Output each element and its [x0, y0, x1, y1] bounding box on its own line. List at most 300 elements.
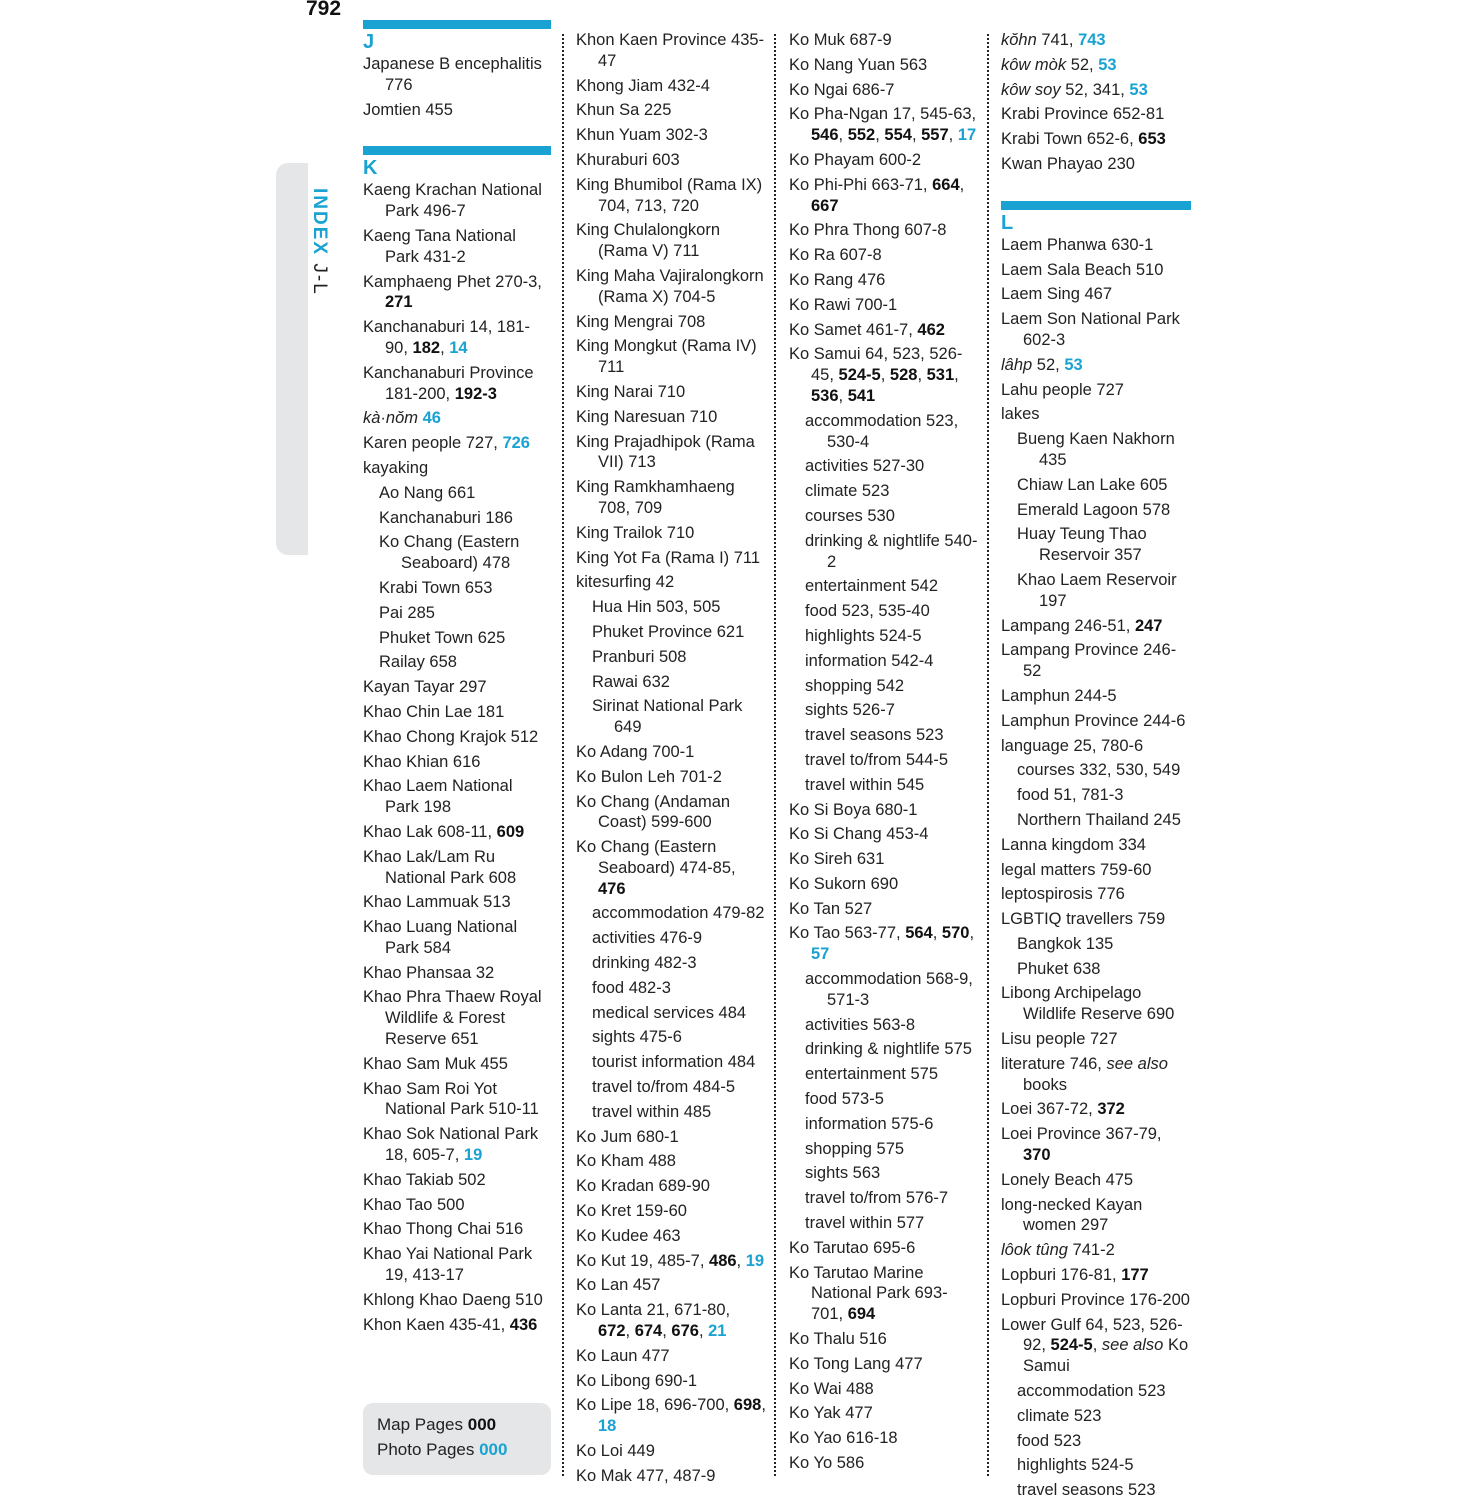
index-entry [363, 408, 551, 429]
entry-text: Ko Adang 700-1 [576, 742, 695, 761]
entry-text: Khao Lak/Lam Ru National Park 608 [363, 847, 517, 887]
index-entry [576, 432, 766, 474]
entry-text: , [959, 175, 965, 194]
entry-text: Karen people 727, [363, 434, 503, 453]
entry-text: King Yot Fa (Rama I) 711 [576, 548, 761, 567]
entry-text: Ko Laun 477 [576, 1346, 670, 1365]
entry-text: literature 746, [1001, 1054, 1107, 1073]
index-entry [789, 1428, 979, 1449]
index-entry [363, 702, 551, 723]
entry-text: King Prajadhipok (Rama VII) 713 [576, 432, 755, 472]
entry-text: Bueng Kaen Nakhorn 435 [1017, 430, 1175, 469]
column-divider [774, 34, 776, 1476]
entry-text: Japanese B encephalitis 776 [363, 55, 542, 94]
index-entry [576, 1300, 766, 1342]
entry-text: , [969, 924, 975, 943]
map-page-ref: 370 [1023, 1146, 1051, 1165]
entry-text: information 542-4 [805, 651, 934, 670]
entry-text: Ko Si Chang 453-4 [789, 825, 929, 844]
entry-text: Lisu people 727 [1001, 1030, 1118, 1049]
index-subentry [789, 411, 979, 453]
map-page-ref: 476 [598, 879, 626, 898]
entry-text: leptospirosis 776 [1001, 885, 1125, 904]
index-subentry [1001, 810, 1191, 831]
entry-text: Lamphun Province 244-6 [1001, 711, 1186, 730]
entry-text: food 51, 781-3 [1017, 786, 1124, 805]
index-entry [789, 80, 979, 101]
index-entry [1001, 1170, 1191, 1191]
photo-page-ref: 53 [1064, 355, 1083, 374]
entry-text: , [662, 1322, 672, 1341]
entry-text: Ko Phi-Phi 663-71, [789, 175, 933, 194]
index-entry [576, 407, 766, 428]
index-subentry [363, 508, 551, 529]
index-entry [576, 382, 766, 403]
index-subentry [363, 603, 551, 624]
index-entry [789, 104, 979, 146]
entry-text: Libong Archipelago Wildlife Reserve 690 [1001, 984, 1175, 1024]
entry-text: Ko Phayam 600-2 [789, 150, 922, 169]
map-page-ref: 531 [926, 366, 955, 385]
entry-text: Lampang 246-51, [1001, 616, 1135, 635]
map-page-ref: 182 [412, 338, 441, 357]
map-page-ref: 653 [1138, 130, 1166, 149]
entry-text: Ko Samet 461-7, [789, 320, 918, 339]
entry-text: books [1023, 1075, 1068, 1094]
index-subentry [1001, 475, 1191, 496]
index-entry [576, 1346, 766, 1367]
index-entry [789, 270, 979, 291]
map-page-ref: 564 [905, 924, 933, 943]
entry-text: accommodation 568-9, 571-3 [805, 970, 973, 1009]
entry-text: 52, 341, [1060, 80, 1130, 99]
entry-text: climate 523 [1017, 1406, 1102, 1425]
index-entry [576, 336, 766, 378]
index-entry [576, 837, 766, 899]
entry-text: Kanchanaburi Province 181-200, [363, 363, 534, 403]
index-entry [576, 548, 766, 569]
entry-text: King Narai 710 [576, 382, 686, 401]
entry-text: , [698, 1322, 709, 1341]
index-subentry [789, 506, 979, 527]
photo-page-ref: 18 [598, 1417, 617, 1436]
photo-page-ref: 17 [957, 126, 977, 145]
section-gap [363, 124, 551, 146]
index-subentry [576, 953, 766, 974]
entry-text: accommodation 523 [1017, 1382, 1166, 1401]
index-entry [363, 180, 551, 222]
index-subentry [789, 1015, 979, 1036]
italic-term: see also [1101, 1336, 1164, 1355]
entry-text: Khao Sok National Park 18, 605-7, [363, 1125, 539, 1165]
index-subentry [576, 1003, 766, 1024]
index-entry [363, 892, 551, 913]
index-entry [576, 1226, 766, 1247]
entry-text: Khao Phra Thaew Royal Wildlife & Forest Reserve 651 [363, 988, 542, 1049]
entry-text: King Bhumibol (Rama IX) 704, 713, 720 [576, 175, 763, 215]
entry-text: entertainment 542 [805, 577, 939, 596]
index-column-3 [789, 30, 979, 1478]
side-tab [276, 163, 308, 555]
map-page-ref: 546 [811, 126, 839, 145]
entry-text: Ko Tao 563-77, [789, 924, 906, 943]
index-subentry [789, 1213, 979, 1234]
entry-text: courses 530 [805, 506, 895, 525]
index-entry [1001, 1240, 1191, 1261]
photo-page-ref: 14 [449, 338, 468, 357]
index-entry [363, 1195, 551, 1216]
index-subentry [1001, 1381, 1191, 1402]
index-entry [1001, 80, 1191, 101]
entry-text: Khong Jiam 432-4 [576, 76, 710, 95]
index-entry [789, 824, 979, 845]
italic-term: kŏhn [1001, 31, 1037, 49]
index-entry [1001, 884, 1191, 905]
map-page-ref: 557 [921, 126, 949, 145]
index-entry [789, 800, 979, 821]
index-entry [363, 1170, 551, 1191]
entry-text: Ko Lan 457 [576, 1276, 661, 1295]
index-entry [576, 1201, 766, 1222]
entry-text: Pai 285 [379, 603, 435, 622]
entry-text: , [838, 126, 848, 145]
entry-text: Ko Muk 687-9 [789, 31, 892, 49]
index-subentry [789, 1139, 979, 1160]
legend-photo-label: Photo Pages [377, 1440, 475, 1459]
entry-text: Khao Yai National Park 19, 413-17 [363, 1245, 533, 1285]
index-entry [789, 1379, 979, 1400]
side-tab-range: J-L [309, 263, 330, 296]
entry-text: Lamphun 244-5 [1001, 686, 1117, 705]
entry-text: 52, [1032, 355, 1065, 374]
entry-text: tourist information 484 [592, 1053, 756, 1072]
map-page-ref: 541 [847, 386, 876, 405]
entry-text: , [838, 386, 848, 405]
map-page-ref: 664 [932, 175, 960, 194]
index-entry [363, 317, 551, 359]
index-entry [363, 963, 551, 984]
entry-text: accommodation 523, 530-4 [805, 411, 959, 451]
entry-text: food 482-3 [592, 978, 671, 997]
index-subentry [1001, 1406, 1191, 1427]
index-entry [576, 76, 766, 97]
index-entry [789, 1238, 979, 1259]
index-subentry [576, 1102, 766, 1123]
index-entry [1001, 983, 1191, 1025]
entry-text: food 573-5 [805, 1090, 884, 1109]
index-entry [1001, 235, 1191, 256]
entry-text: Khao Chong Krajok 512 [363, 727, 539, 746]
index-entry [576, 1466, 766, 1487]
italic-term: kôw mòk [1001, 55, 1067, 74]
entry-text: Ko Jum 680-1 [576, 1127, 679, 1146]
index-entry [363, 226, 551, 268]
entry-text: Ko Samui 64, 523, 526-45, [789, 345, 963, 385]
photo-page-ref: 46 [422, 409, 441, 428]
index-entry [1001, 1054, 1191, 1096]
entry-text: lakes [1001, 405, 1040, 424]
index-entry [1001, 860, 1191, 881]
index-subentry [789, 626, 979, 647]
entry-text: 741-2 [1067, 1241, 1115, 1260]
entry-text: Emerald Lagoon 578 [1017, 500, 1171, 519]
index-entry [576, 266, 766, 308]
entry-text: Ko Tarutao 695-6 [789, 1238, 916, 1257]
entry-text: , [880, 366, 890, 385]
index-subentry [789, 1064, 979, 1085]
entry-text: travel within 485 [592, 1102, 712, 1121]
entry-text: sights 563 [805, 1164, 881, 1183]
entry-text: Loei Province 367-79, [1001, 1125, 1162, 1144]
index-entry [1001, 909, 1191, 930]
map-page-ref: 554 [884, 126, 912, 145]
entry-text: Ko Yao 616-18 [789, 1429, 898, 1448]
index-subentry [789, 775, 979, 796]
entry-text: long-necked Kayan women 297 [1001, 1195, 1143, 1235]
entry-text: , [761, 1396, 766, 1415]
entry-text: Khao Lak 608-11, [363, 822, 497, 841]
legend-map-label: Map Pages [377, 1415, 463, 1434]
index-entry [1001, 380, 1191, 401]
italic-term: kôw soy [1001, 80, 1061, 99]
index-subentry [576, 1027, 766, 1048]
map-page-ref: 672 [598, 1322, 626, 1341]
index-entry [363, 54, 551, 96]
entry-text: highlights 524-5 [1017, 1456, 1134, 1475]
entry-text: Lonely Beach 475 [1001, 1170, 1134, 1189]
index-entry [1001, 1124, 1191, 1166]
map-page-ref: 177 [1121, 1266, 1149, 1285]
index-entry [363, 987, 551, 1049]
entry-text: kayaking [363, 458, 429, 477]
entry-text: activities 563-8 [805, 1015, 916, 1034]
entry-text: Railay 658 [379, 653, 457, 672]
index-subentry [576, 928, 766, 949]
entry-text: Ko Samui [1023, 1336, 1189, 1376]
entry-text: Khao Thong Chai 516 [363, 1220, 524, 1239]
index-entry [363, 1079, 551, 1121]
index-entry [363, 458, 551, 479]
entry-text: 741, [1036, 31, 1079, 49]
index-entry [1001, 711, 1191, 732]
index-entry [363, 1054, 551, 1075]
index-entry [1001, 30, 1191, 51]
index-entry [1001, 1099, 1191, 1120]
map-page-ref: 694 [847, 1305, 876, 1324]
entry-text: Kaeng Tana National Park 431-2 [363, 226, 516, 266]
index-entry [576, 1127, 766, 1148]
entry-text: Ko Thalu 516 [789, 1330, 887, 1349]
index-entry [576, 1251, 766, 1272]
entry-text: Khao Sam Muk 455 [363, 1054, 508, 1073]
entry-text: , [948, 126, 958, 145]
entry-text: Ko Chang (Eastern Seaboard) 478 [379, 533, 520, 573]
entry-text: Ko Rang 476 [789, 270, 886, 289]
entry-text: Khun Yuam 302-3 [576, 126, 708, 145]
entry-text: Ko Yak 477 [789, 1404, 873, 1423]
entry-text: Krabi Town 653 [379, 578, 493, 597]
entry-text: Khao Luang National Park 584 [363, 918, 518, 957]
entry-text: Kanchanaburi 14, 181-90, [363, 318, 530, 357]
entry-text: Ko Ra 607-8 [789, 246, 882, 265]
entry-text: Ko Kham 488 [576, 1152, 676, 1171]
legend-map-row [377, 1412, 551, 1437]
index-entry [1001, 736, 1191, 757]
index-entry [363, 1244, 551, 1286]
index-entry [1001, 1029, 1191, 1050]
index-entry [576, 523, 766, 544]
entry-text: Ko Kut 19, 485-7, [576, 1251, 710, 1270]
legend-photo-value: 000 [479, 1440, 508, 1459]
index-subentry [363, 628, 551, 649]
entry-text: Ko Tarutao Marine National Park 693-701, [789, 1263, 948, 1324]
entry-text: Laem Son National Park 602-3 [1001, 310, 1180, 349]
entry-text: travel to/from 484-5 [592, 1078, 736, 1097]
entry-text: food 523 [1017, 1431, 1082, 1450]
entry-text: Chiaw Lan Lake 605 [1017, 475, 1168, 494]
index-entry [576, 477, 766, 519]
entry-text: Ko Libong 690-1 [576, 1371, 698, 1390]
entry-text: , [736, 1251, 746, 1270]
index-subentry [576, 1052, 766, 1073]
index-column-1 [363, 20, 551, 1339]
map-page-ref: 271 [385, 293, 413, 312]
entry-text: information 575-6 [805, 1114, 934, 1133]
entry-text: Lanna kingdom 334 [1001, 835, 1146, 854]
entry-text: highlights 524-5 [805, 626, 922, 645]
map-page-ref: 570 [941, 924, 970, 943]
index-entry [789, 220, 979, 241]
entry-text: Khao Sam Roi Yot National Park 510-11 [363, 1079, 539, 1119]
photo-page-ref: 19 [745, 1251, 765, 1270]
entry-text: Khun Sa 225 [576, 101, 672, 120]
entry-text: medical services 484 [592, 1003, 747, 1022]
index-entry [363, 822, 551, 843]
entry-text: courses 332, 530, 549 [1017, 761, 1181, 780]
page-legend [363, 1403, 551, 1475]
entry-text: language 25, 780-6 [1001, 736, 1144, 755]
section-rule [363, 146, 551, 155]
entry-text: kitesurfing 42 [576, 573, 675, 592]
index-entry [1001, 309, 1191, 351]
map-page-ref: 552 [847, 126, 876, 145]
entry-text: King Mongkut (Rama IV) 711 [576, 337, 757, 377]
index-subentry [363, 483, 551, 504]
entry-text: King Maha Vajiralongkorn (Rama X) 704-5 [576, 266, 764, 306]
italic-term: lâhp [1001, 355, 1033, 374]
italic-term: kà·nŏm [363, 409, 419, 428]
index-entry [363, 727, 551, 748]
map-page-ref: 372 [1097, 1100, 1125, 1119]
entry-text: Khao Khian 616 [363, 752, 481, 771]
index-column-4 [1001, 30, 1191, 1505]
map-page-ref: 698 [733, 1396, 762, 1415]
entry-text: Ko Pha-Ngan 17, 545-63, [789, 105, 977, 124]
entry-text: drinking 482-3 [592, 954, 697, 973]
entry-text: Loei 367-72, [1001, 1100, 1098, 1119]
index-subentry [1001, 524, 1191, 566]
index-subentry [576, 597, 766, 618]
entry-text: Kaeng Krachan National Park 496-7 [363, 181, 542, 221]
entry-text: Ko Tong Lang 477 [789, 1354, 923, 1373]
entry-text: Khon Kaen Province 435-47 [576, 31, 765, 70]
entry-text: , [1092, 1336, 1102, 1355]
entry-text: Khao Tao 500 [363, 1195, 465, 1214]
index-subentry [576, 903, 766, 924]
index-subentry [1001, 1480, 1191, 1501]
index-entry [789, 150, 979, 171]
index-entry [789, 175, 979, 217]
index-entry [363, 1124, 551, 1166]
side-tab-word: INDEX [309, 188, 330, 257]
entry-text: Ko Wai 488 [789, 1379, 874, 1398]
photo-page-ref: 743 [1078, 31, 1106, 49]
index-entry [576, 220, 766, 262]
entry-text: Ko Nang Yuan 563 [789, 55, 928, 74]
photo-page-ref: 57 [811, 945, 830, 964]
index-subentry [576, 622, 766, 643]
entry-text: Ko Mak 477, 487-9 [576, 1466, 716, 1485]
index-entry [789, 1453, 979, 1474]
entry-text: Ko Sukorn 690 [789, 874, 899, 893]
index-entry [576, 1395, 766, 1437]
index-subentry [1001, 785, 1191, 806]
entry-text: , [440, 338, 450, 357]
side-tab-label [308, 188, 330, 296]
entry-text: Ko Ngai 686-7 [789, 80, 895, 99]
index-entry [576, 572, 766, 593]
entry-text: Khao Lammuak 513 [363, 893, 511, 912]
entry-text: , [917, 366, 927, 385]
index-entry [576, 1441, 766, 1462]
index-subentry [363, 578, 551, 599]
index-subentry [789, 725, 979, 746]
section-rule [363, 20, 551, 29]
index-subentry [1001, 760, 1191, 781]
index-entry [789, 30, 979, 51]
column-divider [987, 34, 989, 1476]
map-page-ref: 247 [1134, 616, 1163, 635]
entry-text: Khuraburi 603 [576, 150, 680, 169]
entry-text: Ko Si Boya 680-1 [789, 800, 918, 819]
index-entry [789, 320, 979, 341]
photo-page-ref: 21 [708, 1322, 727, 1341]
index-entry [576, 767, 766, 788]
entry-text: King Naresuan 710 [576, 407, 718, 426]
entry-text: Ko Lanta 21, 671-80, [576, 1301, 731, 1320]
index-subentry [789, 1039, 979, 1060]
entry-text: Hua Hin 503, 505 [592, 598, 721, 617]
entry-text: , [911, 126, 922, 145]
entry-text: Ko Bulon Leh 701-2 [576, 767, 722, 786]
entry-text: Kwan Phayao 230 [1001, 154, 1135, 173]
index-subentry [576, 696, 766, 738]
entry-text: Bangkok 135 [1017, 934, 1114, 953]
index-subentry [789, 576, 979, 597]
index-entry [1001, 404, 1191, 425]
entry-text: Ao Nang 661 [379, 483, 476, 502]
index-entry [1001, 616, 1191, 637]
photo-page-ref: 726 [502, 434, 530, 453]
index-subentry [789, 651, 979, 672]
entry-text: Sirinat National Park 649 [592, 697, 743, 737]
entry-text: 52, [1066, 55, 1099, 74]
index-entry [363, 917, 551, 959]
entry-text: Huay Teung Thao Reservoir 357 [1017, 525, 1147, 565]
entry-text: Kayan Tayar 297 [363, 678, 487, 697]
index-subentry [789, 1089, 979, 1110]
index-entry [363, 847, 551, 889]
